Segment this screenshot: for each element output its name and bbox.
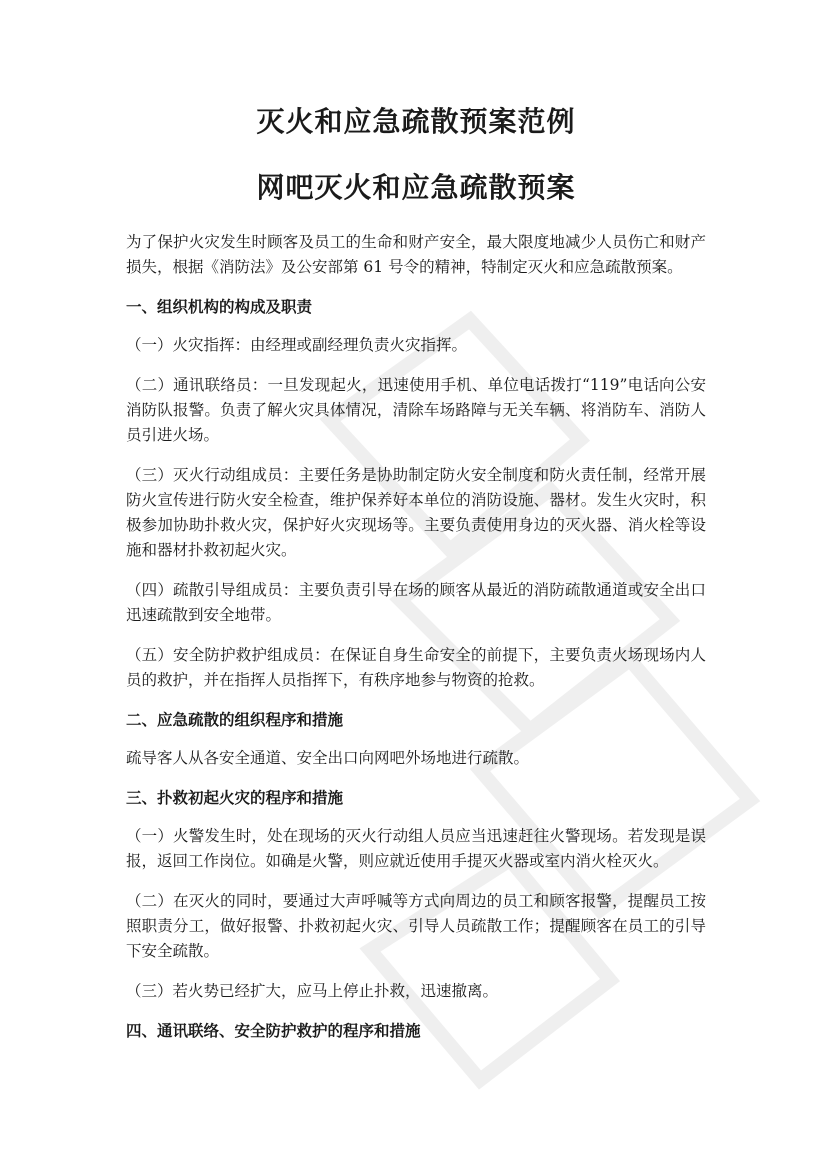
section-heading-2: 二、应急疏散的组织程序和措施 bbox=[126, 711, 344, 729]
section3-item-2: （二）在灭火的同时，要通过大声呼喊等方式向周边的员工和顾客报警，提醒员工按照职责分工，做好报警、扑救初起火灾、引导人员疏散工作；提醒顾客在员工的引导下安全疏散。 bbox=[126, 892, 706, 960]
section-heading-3: 三、扑救初起火灾的程序和措施 bbox=[126, 789, 344, 807]
document-content bbox=[126, 100, 706, 1044]
document-title: 灭火和应急疏散预案范例 bbox=[256, 105, 576, 138]
section-heading-1: 一、组织机构的构成及职责 bbox=[126, 298, 313, 316]
section2-text: 疏导客人从各安全通道、安全出口向网吧外场地进行疏散。 bbox=[126, 749, 530, 767]
section1-item-5: （五）安全防护救护组成员：在保证自身生命安全的前提下，主要负责火场现场内人员的救护，并在指挥人员指挥下，有秩序地参与物资的抢救。 bbox=[126, 646, 706, 689]
section3-item-1: （一）火警发生时，处在现场的灭火行动组人员应当迅速赶往火警现场。若发现是误报，返回工作岗位。如确是火警，则应就近使用手提灭火器或室内消火栓灭火。 bbox=[126, 827, 706, 870]
section-heading-4: 四、通讯联络、安全防护救护的程序和措施 bbox=[126, 1022, 421, 1040]
section3-item-3: （三）若火势已经扩大，应马上停止扑救，迅速撤离。 bbox=[126, 982, 499, 1000]
intro-paragraph: 为了保护火灾发生时顾客及员工的生命和财产安全，最大限度地减少人员伤亡和财产损失，根据《消防法》及公安部第 61 号令的精神，特制定灭火和应急疏散预案。 bbox=[126, 233, 706, 276]
section1-item-4: （四）疏散引导组成员：主要负责引导在场的顾客从最近的消防疏散通道或安全出口迅速疏散到安全地带。 bbox=[126, 581, 706, 624]
section1-item-1: （一）火灾指挥：由经理或副经理负责火灾指挥。 bbox=[126, 336, 468, 354]
document-subtitle: 网吧灭火和应急疏散预案 bbox=[256, 171, 576, 204]
section1-item-2: （二）通讯联络员：一旦发现起火，迅速使用手机、单位电话拨打“119”电话向公安消防队报警。负责了解火灾具体情况，清除车场路障与无关车辆、将消防车、消防人员引进火场。 bbox=[126, 376, 706, 444]
section1-item-3: （三）灭火行动组成员：主要任务是协助制定防火安全制度和防火责任制，经常开展防火宣传进行防火安全检查，维护保养好本单位的消防设施、器材。发生火灾时，积极参加协助扑救火灾，保护好火灾现场等。主要负责使用身边的灭火器、消火栓等设施和器材扑救初起火灾。 bbox=[126, 466, 706, 559]
